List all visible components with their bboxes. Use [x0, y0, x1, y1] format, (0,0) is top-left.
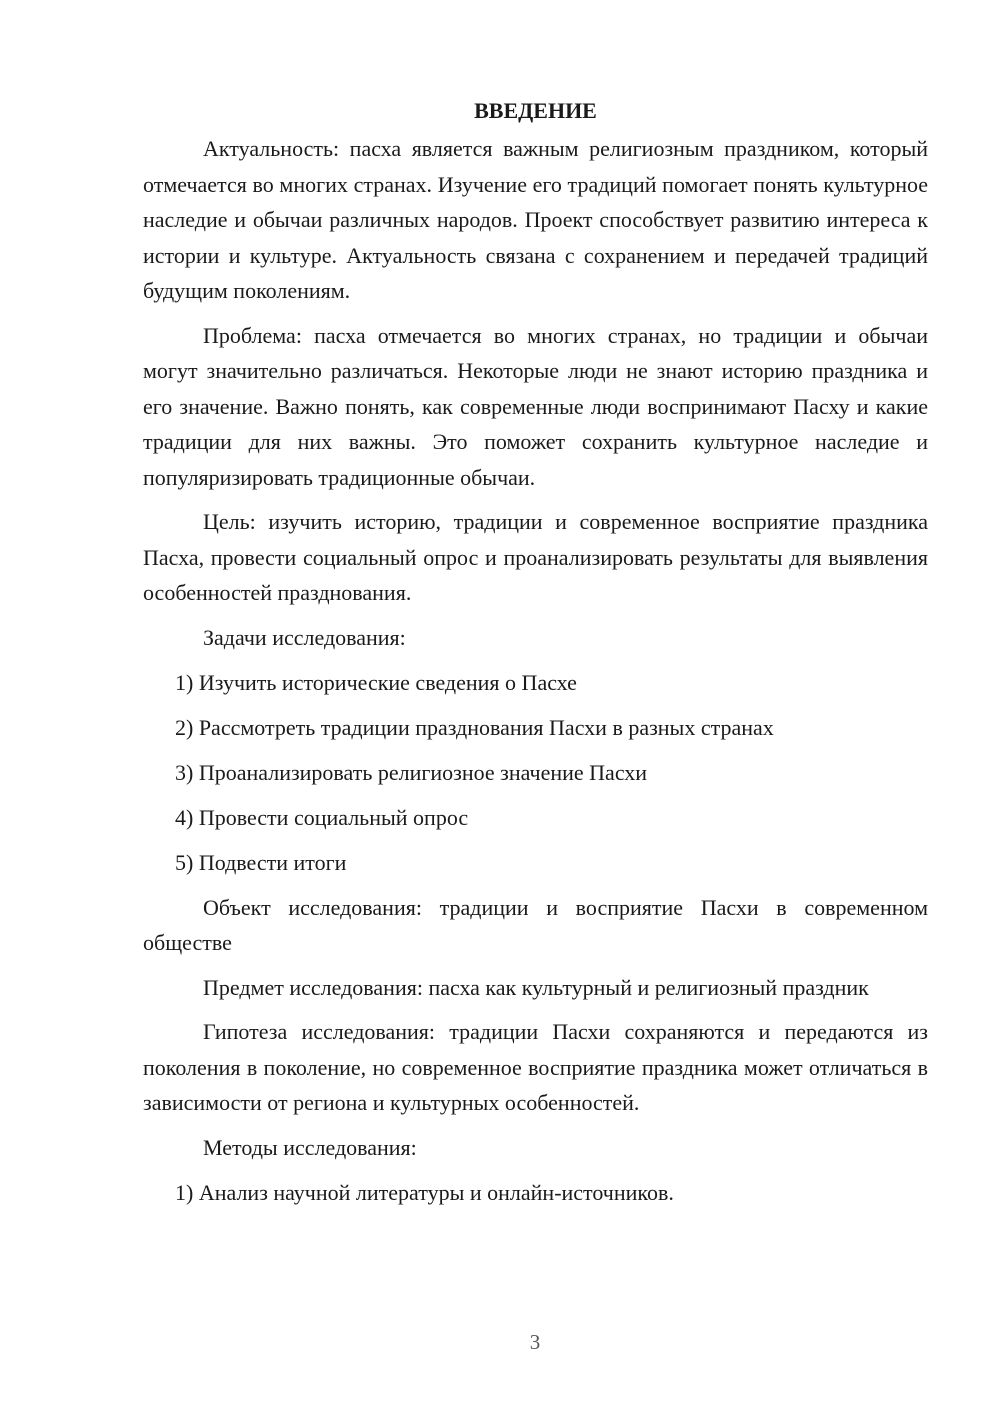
task-item: 4) Провести социальный опрос	[175, 804, 469, 830]
task-item: 1) Изучить исторические сведения о Пасхе	[175, 669, 577, 695]
methods-heading: Методы исследования:	[203, 1134, 417, 1160]
task-item: 3) Проанализировать религиозное значение Пасхи	[175, 759, 648, 785]
method-item: 1) Анализ научной литературы и онлайн-источников.	[175, 1179, 674, 1205]
section-title: ВВЕДЕНИЕ	[474, 98, 597, 123]
hypothesis-paragraph: Гипотеза исследования: традиции Пасхи сохраняются и передаются из поколения в поколение, но современное восприятие праздника может отличаться в зависимости от региона и культурных особенностей.	[143, 1019, 928, 1115]
subject-paragraph: Предмет исследования: пасха как культурный и религиозный праздник	[203, 974, 869, 1000]
task-item: 2) Рассмотреть традиции празднования Пасхи в разных странах	[175, 714, 774, 740]
page-content	[143, 93, 928, 1220]
page-number: 3	[529, 1330, 541, 1354]
problem-paragraph: Проблема: пасха отмечается во многих странах, но традиции и обычаи могут значительно различаться. Некоторые люди не знают историю праздника и его значение. Важно понять, как современные люди воспринимают Пасху и какие традиции для них важны. Это поможет сохранить культурное наследие и популяризировать традиционные обычаи.	[143, 322, 928, 490]
tasks-heading: Задачи исследования:	[203, 624, 406, 650]
goal-paragraph: Цель: изучить историю, традиции и современное восприятие праздника Пасха, провести социальный опрос и проанализировать результаты для выявления особенностей празднования.	[143, 509, 928, 605]
task-item: 5) Подвести итоги	[175, 849, 347, 875]
object-paragraph: Объект исследования: традиции и восприятие Пасхи в современном обществе	[143, 894, 928, 955]
relevance-paragraph: Актуальность: пасха является важным религиозным праздником, который отмечается во многих странах. Изучение его традиций помогает понять культурное наследие и обычаи различных народов. Проект способствует развитию интереса к истории и культуре. Актуальность связана с сохранением и передачей традиций будущим поколениям.	[143, 136, 928, 303]
